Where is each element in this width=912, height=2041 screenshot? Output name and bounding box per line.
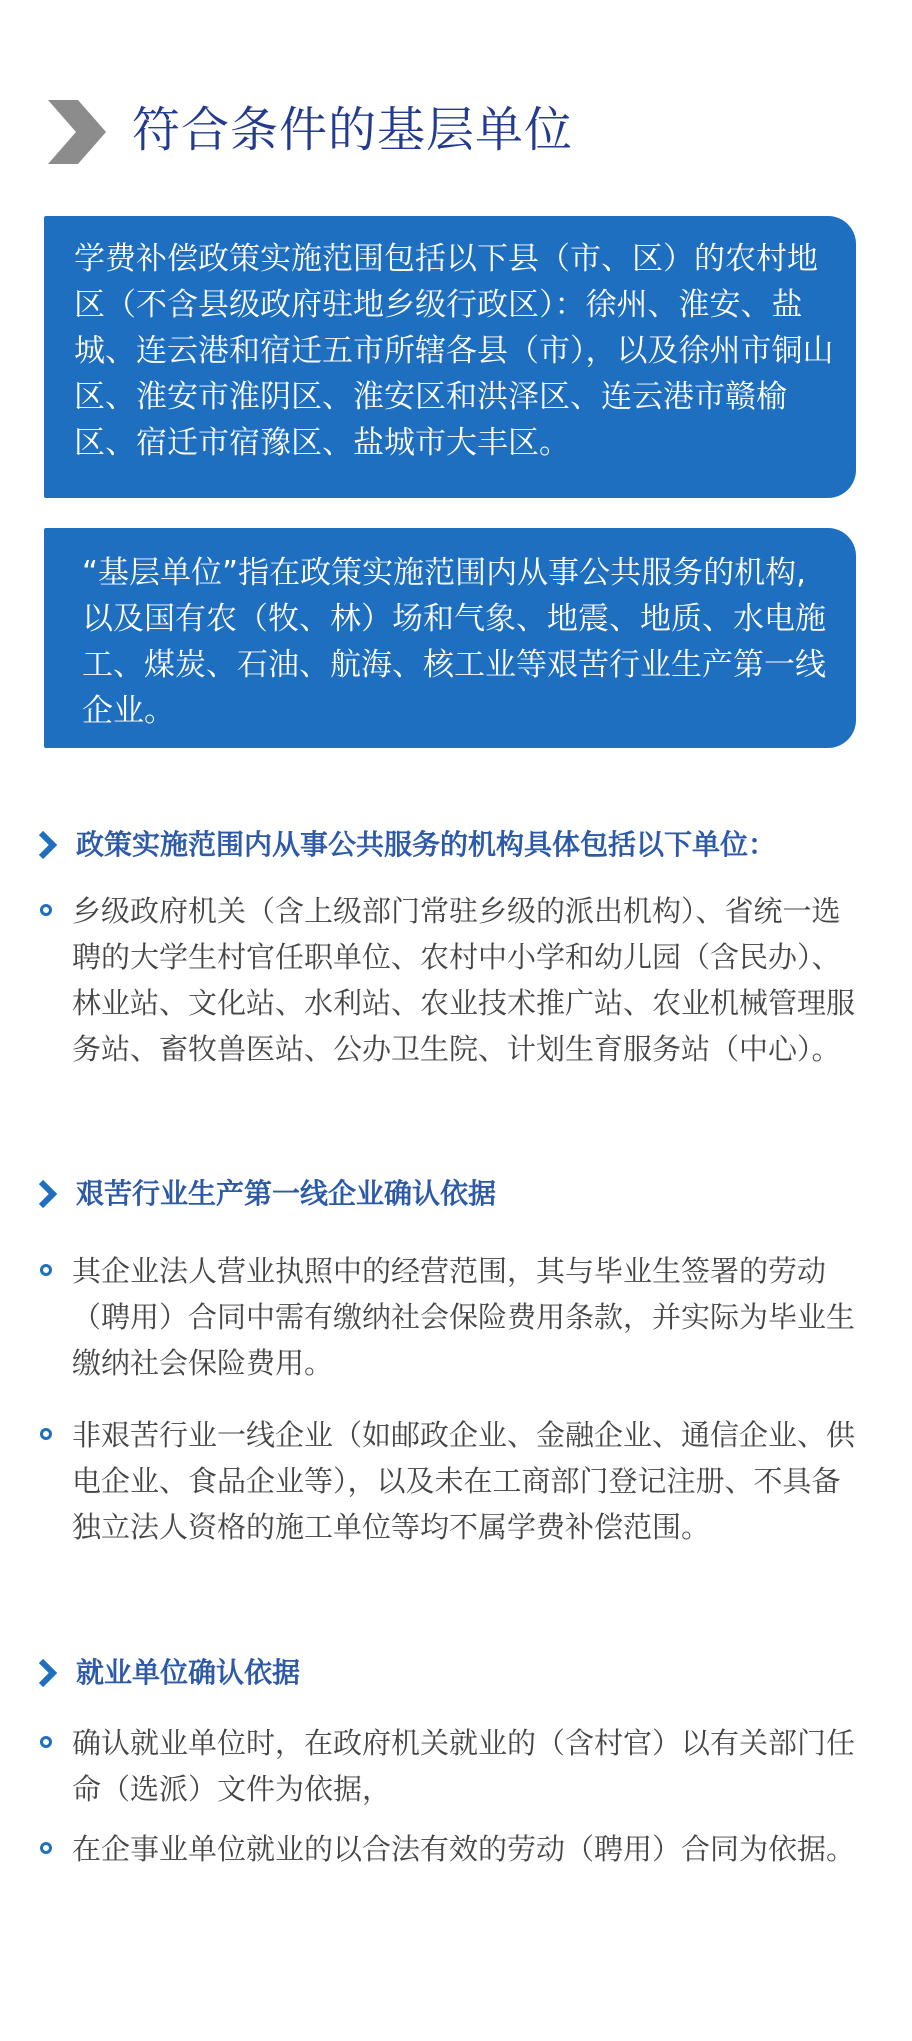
scope-card (44, 216, 856, 498)
list-item-text: 乡级政府机关（含上级部门常驻乡级的派出机构）、省统一选聘的大学生村官任职单位、农村中小学和幼儿园（含民办）、林业站、文化站、水利站、农业技术推广站、农业机械管理服务站、畜牧兽医站、公办卫生院、计划生育服务站（中心）。 (72, 894, 856, 1066)
list-item-text: 在企事业单位就业的以合法有效的劳动（聘用）合同为依据。 (72, 1832, 856, 1866)
chevron-right-icon (36, 1658, 60, 1688)
definition-card (44, 528, 856, 748)
section-title: 就业单位确认依据 (76, 1656, 301, 1689)
section-header-hardship-enterprise (36, 1171, 876, 1217)
chevron-right-icon (36, 1179, 60, 1209)
list-item (40, 1412, 860, 1550)
bullet-circle-icon (40, 1736, 52, 1748)
scope-text: 学费补偿政策实施范围包括以下县（市、区）的农村地区（不含县级政府驻地乡级行政区）：徐州、淮安、盐城、连云港和宿迁五市所辖各县（市），以及徐州市铜山区、淮安市淮阴区、淮安区和洪泽区、连云港市赣榆区、宿迁市宿豫区、盐城市大丰区。 (74, 241, 834, 461)
bullet-circle-icon (40, 1428, 52, 1440)
list-item-text: 确认就业单位时，在政府机关就业的（含村官）以有关部门任命（选派）文件为依据， (72, 1726, 856, 1806)
bullet-circle-icon (40, 904, 52, 916)
page-header (48, 92, 868, 172)
section-header-public-service (36, 822, 876, 868)
bullet-circle-icon (40, 1264, 52, 1276)
chevron-right-icon (48, 100, 106, 164)
section-title: 艰苦行业生产第一线企业确认依据 (76, 1177, 497, 1210)
list-item (40, 1826, 860, 1872)
page-title: 符合条件的基层单位 (132, 102, 574, 158)
section-title: 政策实施范围内从事公共服务的机构具体包括以下单位： (76, 828, 777, 861)
bullet-circle-icon (40, 1842, 52, 1854)
list-item-text: 非艰苦行业一线企业（如邮政企业、金融企业、通信企业、供电企业、食品企业等），以及未在工商部门登记注册、不具备独立法人资格的施工单位等均不属学费补偿范围。 (72, 1418, 856, 1544)
list-item (40, 1248, 860, 1386)
chevron-right-icon (36, 830, 60, 860)
list-item-text: 其企业法人营业执照中的经营范围，其与毕业生签署的劳动（聘用）合同中需有缴纳社会保险费用条款，并实际为毕业生缴纳社会保险费用。 (72, 1254, 856, 1380)
section-header-employer-confirmation (36, 1650, 876, 1696)
list-item (40, 888, 860, 1072)
list-item (40, 1720, 860, 1812)
definition-text: “基层单位”指在政策实施范围内从事公共服务的机构,以及国有农（牧、林）场和气象、地震、地质、水电施工、煤炭、石油、航海、核工业等艰苦行业生产第一线企业。 (82, 555, 826, 729)
